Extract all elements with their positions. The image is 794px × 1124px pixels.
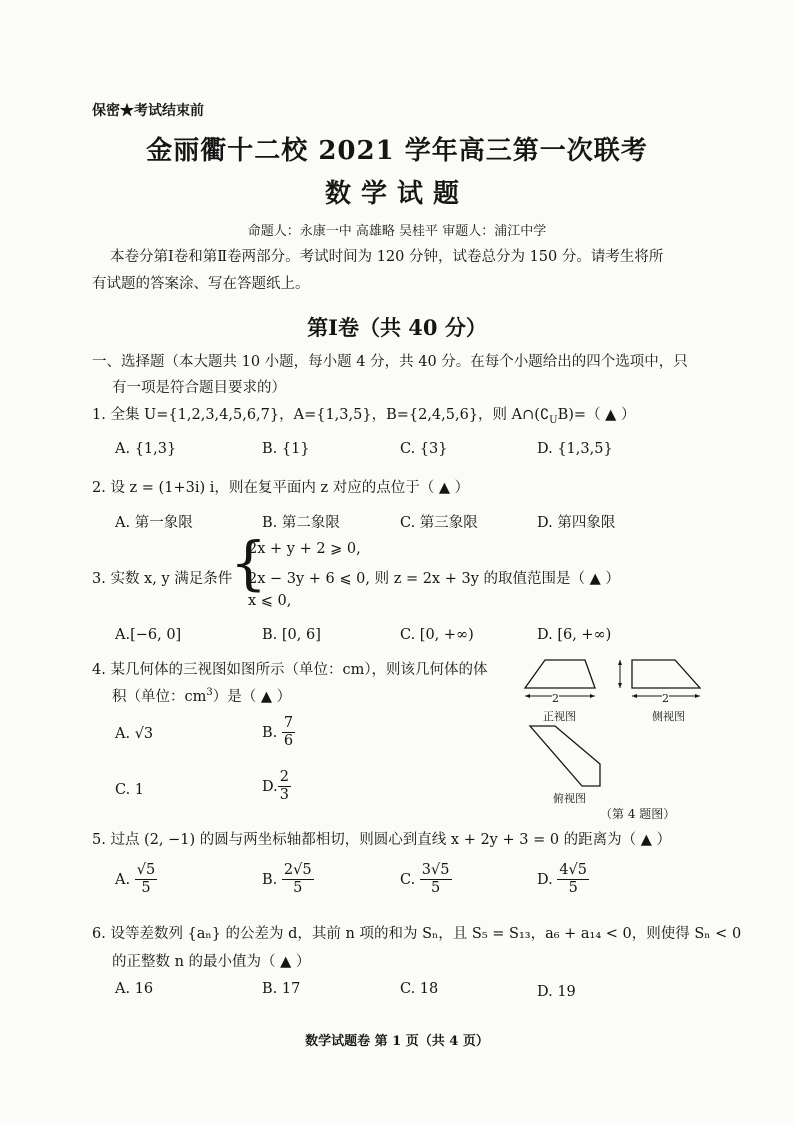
- top-view-shape: [530, 726, 600, 786]
- side-height-arrow-bottom: [618, 683, 622, 688]
- q3-option-a: A.[−6, 0]: [115, 627, 182, 643]
- side-height-arrow-top: [618, 660, 622, 665]
- exam-subtitle: 数学试题: [324, 179, 469, 209]
- q4-option-a: A. √3: [115, 726, 154, 742]
- q5-option-c-fraction: [420, 862, 452, 898]
- q5-option-a-den: 5: [141, 880, 151, 897]
- side-dim-arrow-left: [632, 694, 637, 698]
- q4-option-b-fraction: [282, 715, 295, 751]
- question-5-stem: 5. 过点 (2, −1) 的圆与两坐标轴都相切，则圆心到直线 x + 2y + 3 = 0 的距离为（ ▲ ）: [92, 832, 672, 848]
- front-view-label: 正视图: [543, 710, 576, 723]
- front-view-shape: [525, 660, 595, 688]
- side-view-shape: [632, 660, 700, 688]
- side-dim-arrow-right: [695, 694, 700, 698]
- q6-option-d: D. 19: [537, 984, 576, 1000]
- q5-option-b-fraction: [282, 862, 314, 898]
- side-dim-label: 2: [662, 692, 669, 705]
- question-3-prefix: 3. 实数 x, y 满足条件: [92, 571, 233, 587]
- q3-condition-2: 2x − 3y + 6 ⩽ 0, 则 z = 2x + 3y 的取值范围是（ ▲ ）: [248, 571, 620, 587]
- q5-option-c-label: C.: [400, 871, 416, 888]
- question-6-line-2: 的正整数 n 的最小值为（ ▲ ）: [112, 954, 311, 970]
- question-4-line-1: 4. 某几何体的三视图如图所示（单位：cm），则该几何体的体: [92, 662, 488, 678]
- q4-option-d-label: D.: [262, 778, 278, 795]
- q1-subscript: U: [549, 414, 558, 426]
- q1-stem-end: B)=（ ▲ ）: [557, 407, 636, 423]
- q4-option-b-num: 7: [282, 715, 295, 733]
- top-view-label: 俯视图: [553, 792, 586, 805]
- q1-stem-text: 1. 全集 U={1,2,3,4,5,6,7}，A={1,3,5}，B={2,4,5,6}，则 A∩(∁: [92, 407, 550, 423]
- q5-option-a-fraction: [135, 862, 157, 898]
- q6-option-a: A. 16: [115, 981, 154, 997]
- page-footer: 数学试题卷 第 1 页（共 4 页）: [305, 1034, 489, 1049]
- q5-option-c: [400, 862, 452, 898]
- three-view-figure: [520, 652, 720, 822]
- q3-option-c: C. [0, +∞): [400, 627, 474, 643]
- q5-option-d-den: 5: [568, 880, 578, 897]
- q1-option-c: C. {3}: [400, 441, 448, 457]
- q2-option-b: B. 第二象限: [262, 515, 340, 531]
- q3-option-b: B. [0, 6]: [262, 627, 321, 643]
- q5-option-a-num: √5: [135, 862, 157, 880]
- q4-option-d-num: 2: [278, 769, 291, 787]
- q5-option-d-num: 4√5: [557, 862, 589, 880]
- intro-line-2: 有试题的答案涂、写在答题纸上。: [92, 276, 310, 292]
- q4-option-d-den: 3: [279, 787, 289, 804]
- q6-option-b: B. 17: [262, 981, 301, 997]
- q5-option-d-fraction: [557, 862, 589, 898]
- section-heading-line-2: 有一项是符合题目要求的）: [112, 380, 286, 396]
- q5-option-d: [537, 862, 589, 898]
- front-dim-arrow-right: [590, 694, 595, 698]
- question-2-stem: 2. 设 z = (1+3i) i，则在复平面内 z 对应的点位于（ ▲ ）: [92, 480, 470, 496]
- q4-line2-a: 积（单位：cm: [112, 689, 207, 705]
- q4-option-d: [262, 769, 291, 805]
- part1-title: 第Ⅰ卷（共 40 分）: [307, 315, 487, 340]
- q2-option-a: A. 第一象限: [115, 515, 193, 531]
- q4-option-c: C. 1: [115, 782, 145, 798]
- q4-line2-b: ）是（ ▲ ）: [212, 689, 292, 705]
- front-dim-arrow-left: [525, 694, 530, 698]
- q4-superscript: 3: [206, 687, 213, 699]
- q5-option-b-den: 5: [293, 880, 303, 897]
- q3-condition-1: 2x + y + 2 ⩾ 0,: [248, 541, 361, 557]
- question-1-stem: [92, 403, 635, 426]
- q3-brace: {: [230, 529, 267, 597]
- q4-option-b-den: 6: [283, 733, 294, 750]
- figure-4-caption: （第 4 题图）: [600, 807, 676, 821]
- q5-option-b-label: B.: [262, 871, 278, 888]
- q1-option-b: B. {1}: [262, 441, 310, 457]
- q6-option-c: C. 18: [400, 981, 439, 997]
- q2-option-c: C. 第三象限: [400, 515, 478, 531]
- q2-option-d: D. 第四象限: [537, 515, 616, 531]
- question-6-line-1: 6. 设等差数列 {aₙ} 的公差为 d，其前 n 项的和为 Sₙ，且 S₅ = S₁₃，a₆ + a₁₄ < 0，则使得 Sₙ < 0: [92, 926, 742, 942]
- q5-option-c-den: 5: [431, 880, 441, 897]
- q4-option-b: [262, 715, 295, 751]
- authors-line: 命题人：永康一中 高雄略 吴桂平 审题人：浦江中学: [247, 224, 547, 239]
- q4-option-b-label: B.: [262, 724, 278, 741]
- section-heading-line-1: 一、选择题（本大题共 10 小题，每小题 4 分，共 40 分。在每个小题给出的四个选项中，只: [92, 354, 688, 370]
- q5-option-b: [262, 862, 314, 898]
- front-dim-label: 2: [552, 692, 559, 705]
- q1-option-d: D. {1,3,5}: [537, 441, 613, 457]
- intro-line-1: 本卷分第Ⅰ卷和第Ⅱ卷两部分。考试时间为 120 分钟，试卷总分为 150 分。请考生将所: [110, 249, 664, 265]
- q5-option-b-num: 2√5: [282, 862, 314, 880]
- exam-title: 金丽衢十二校 2021 学年高三第一次联考: [146, 136, 648, 166]
- q3-option-d: D. [6, +∞): [537, 627, 612, 643]
- q5-option-a-label: A.: [115, 871, 131, 888]
- q5-option-a: [115, 862, 157, 898]
- q3-condition-3: x ⩽ 0,: [248, 593, 292, 609]
- confidential-note: 保密★考试结束前: [92, 103, 204, 119]
- q5-option-c-num: 3√5: [420, 862, 452, 880]
- q4-option-d-fraction: [278, 769, 291, 805]
- question-4-line-2: [112, 685, 291, 706]
- side-view-label: 侧视图: [652, 710, 685, 723]
- q5-option-d-label: D.: [537, 871, 553, 888]
- q1-option-a: A. {1,3}: [115, 441, 177, 457]
